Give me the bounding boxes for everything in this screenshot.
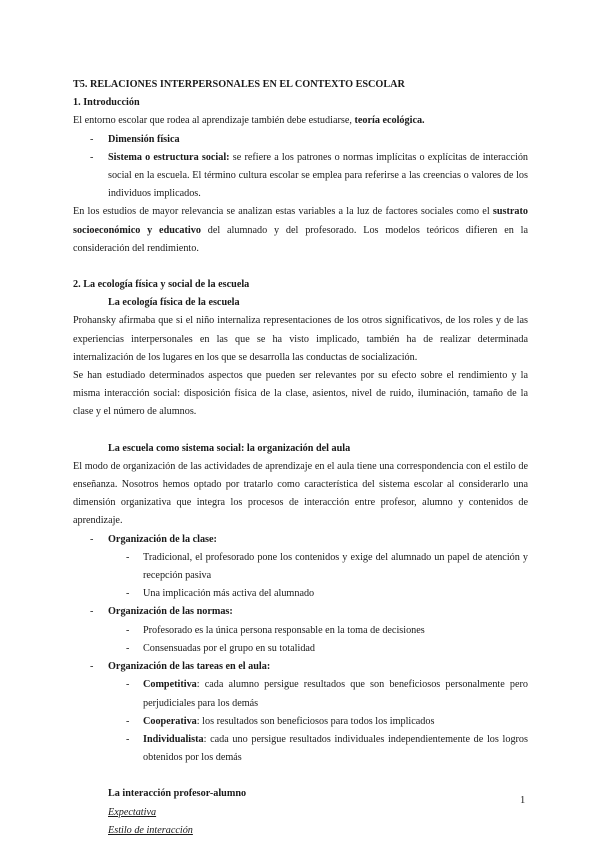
task-type-bold: Individualista <box>143 733 204 745</box>
list-item <box>73 603 528 621</box>
para-bold: sustrato socioeconómico y educativo <box>73 206 528 236</box>
relevance-paragraph <box>73 203 528 258</box>
page-number: 1 <box>520 795 526 806</box>
list-item: - Tradicional, el profesorado pone los contenidos y exige del alumnado un papel de atención y recepción pasiva <box>73 549 528 585</box>
intro-text: El entorno escolar que rodea al aprendizaje también debe estudiarse, <box>73 115 355 127</box>
estilo-interaccion-link[interactable]: Estilo de interacción <box>108 824 193 836</box>
task-type-bold: Cooperativa <box>143 715 197 727</box>
dimension-list <box>73 131 528 204</box>
list-item <box>73 731 528 767</box>
list-item <box>73 131 528 149</box>
subheading-interaction: La interacción profesor-alumno <box>108 788 247 800</box>
prohansky-paragraph: Prohansky afirmaba que si el niño internaliza representaciones de los otros significativos, de los roles y de las experiencias interpersonales en las que se ha visto implicado, también ha de realizar determinada internalización de los lugares en los que se desarrolla las conductas de socialización. <box>73 315 528 363</box>
subheading-social-system: La escuela como sistema social: la organización del aula <box>108 442 351 454</box>
list-item <box>73 713 528 731</box>
organization-paragraph: El modo de organización de las actividades de aprendizaje en el aula tiene una correspondencia con el estilo de enseñanza. Nosotros hemos optado por tratarlo como característica del sistema escolar al considerarlo una dimensión organizativa que integra los procesos de interacción entre profesor, alumno y contenidos de aprendizaje. <box>73 460 528 527</box>
organization-list <box>73 531 528 768</box>
para-text: En los estudios de mayor relevancia se analizan estas variables a la luz de factores sociales como el <box>73 206 493 218</box>
task-type-text: : los resultados son beneficiosos para todos los implicados <box>196 715 435 727</box>
task-type-bold: Competitiva <box>143 679 197 691</box>
list-item: - Consensuadas por el grupo en su totalidad <box>73 640 528 658</box>
task-type-text: : cada alumno persigue resultados que son beneficiosos personalmente pero perjudiciales para los demás <box>143 679 528 709</box>
org-clase-label: Organización de la clase: <box>108 533 217 545</box>
list-item: - Profesorado es la única persona responsable en la toma de decisiones <box>73 622 528 640</box>
list-item-bold: Sistema o estructura social: <box>108 151 230 163</box>
list-item <box>73 658 528 676</box>
list-item: - Una implicación más activa del alumnado <box>73 585 528 603</box>
aspects-paragraph: Se han estudiado determinados aspectos que pueden ser relevantes por su efecto sobre el rendimiento y la misma interacción social: disposición física de la clase, asientos, nivel de ruido, iluminación, tamaño de la clase y el número de alumnos. <box>73 370 528 418</box>
intro-bold: teoría ecológica. <box>354 115 425 127</box>
list-item <box>73 531 528 549</box>
list-item-text: se refiere a los patrones o normas implícitas o explícitas de interacción social en la escuela. El término cultura escolar se emplea para referirse a las creencias o valores de los individuos implicados. <box>108 151 529 200</box>
org-normas-label: Organización de las normas: <box>108 606 233 618</box>
section-2-heading: 2. La ecología física y social de la escuela <box>73 279 250 291</box>
expectativa-link[interactable]: Expectativa <box>108 806 157 818</box>
document-body <box>73 76 528 840</box>
list-item <box>73 149 528 204</box>
list-item <box>73 676 528 712</box>
intro-paragraph <box>73 112 528 130</box>
section-1-heading: 1. Introducción <box>73 97 140 109</box>
org-tareas-label: Organización de las tareas en el aula: <box>108 661 271 673</box>
subheading-physical: La ecología física de la escuela <box>108 297 240 309</box>
para-text: del alumnado y del profesorado. Los modelos teóricos difieren en la consideración del rendimiento. <box>73 224 528 254</box>
list-item-bold: Dimensión física <box>108 133 180 145</box>
task-type-text: : cada uno persigue resultados individuales independientemente de los logros obtenidos por los demás <box>143 733 528 764</box>
document-title: T5. RELACIONES INTERPERSONALES EN EL CONTEXTO ESCOLAR <box>73 79 405 90</box>
